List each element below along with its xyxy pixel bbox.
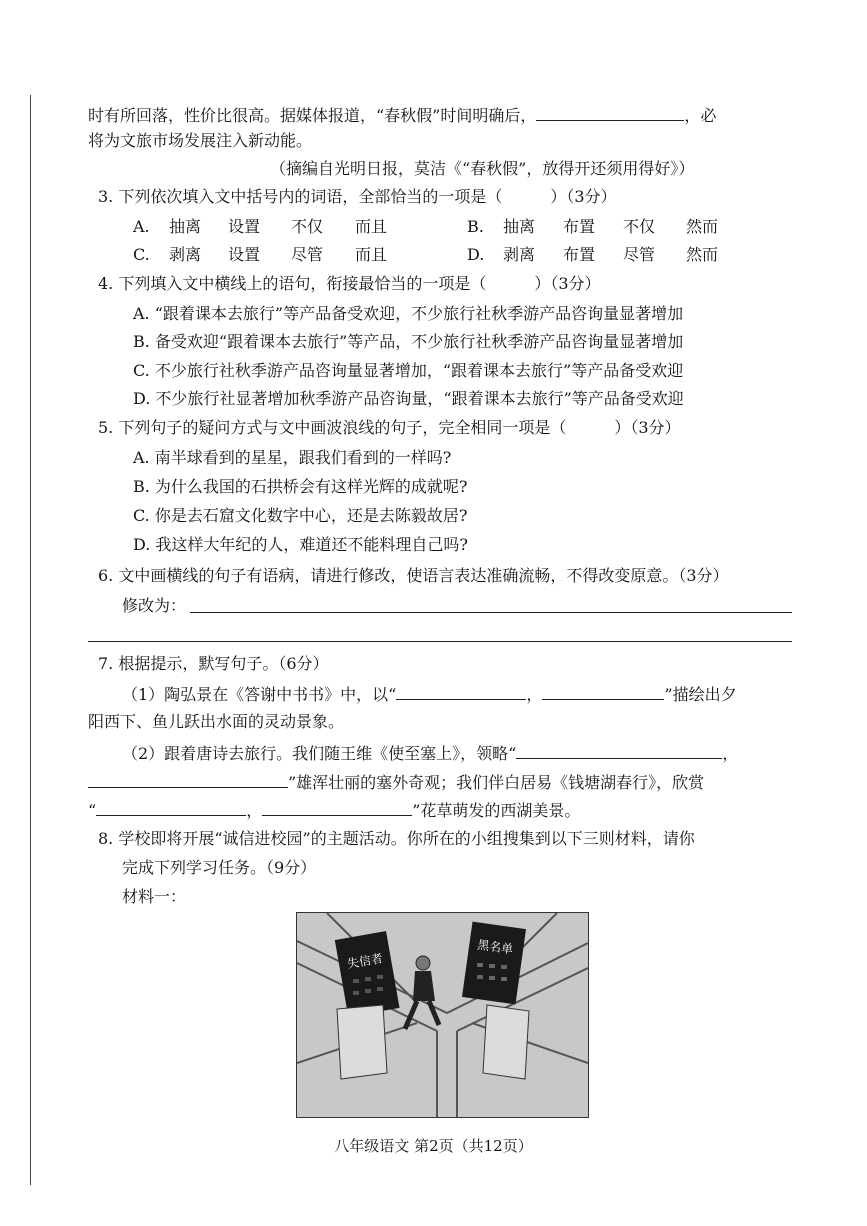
option-word: 而且	[355, 217, 388, 236]
option-word: 然而	[686, 245, 719, 264]
option-word: 剥离	[169, 245, 202, 264]
option-word: 抽离	[503, 217, 536, 236]
sign-left-text: 失信者	[345, 951, 384, 972]
blank-q7-2a[interactable]	[516, 742, 722, 759]
question-8-stem-cont: 完成下列学习任务。（9分）	[122, 858, 317, 877]
option-letter: B.	[467, 217, 484, 236]
comma: ，	[246, 801, 263, 820]
q4-option-d[interactable]: D. 不少旅行社显著增加秋季游产品咨询量，“跟着课本去旅行”等产品备受欢迎	[133, 389, 684, 408]
option-letter: C.	[133, 245, 150, 264]
option-word: 设置	[228, 245, 261, 264]
q6-answer-line-2[interactable]	[88, 641, 792, 642]
q7-part-1-cont: 阳西下、鱼儿跃出水面的灵动景象。	[88, 712, 345, 731]
intro-text: 时有所回落，性价比很高。据媒体报道，“春秋假”时间明确后，	[88, 106, 537, 125]
q7-part-2-line-3	[88, 799, 580, 821]
option-letter: D.	[467, 245, 485, 264]
blank-q7-1a[interactable]	[396, 683, 526, 700]
q4-option-c[interactable]: C. 不少旅行社秋季游产品咨询量显著增加，“跟着课本去旅行”等产品备受欢迎	[133, 361, 684, 380]
option-word: 不仅	[623, 217, 656, 236]
q4-score: ）（3分）	[534, 274, 601, 293]
q7-p2-text-mid: ”雄浑壮丽的塞外奇观；我们伴白居易《钱塘湖春行》，欣赏	[288, 773, 705, 792]
q7-p2-text-end: ”花草萌发的西湖美景。	[412, 801, 581, 820]
comma: ，	[526, 685, 543, 704]
intro-line-2: 将为文旅市场发展注入新动能。	[88, 131, 313, 150]
open-quote: “	[88, 801, 97, 820]
option-word: 设置	[228, 217, 261, 236]
q6-answer-label: 修改为：	[122, 596, 187, 615]
option-word: 抽离	[169, 217, 202, 236]
sign-right-text: 黑名单	[476, 937, 515, 957]
q7-p1-text: （1）陶弘景在《答谢中书书》中，以“	[122, 685, 397, 704]
question-3-stem	[98, 187, 617, 207]
option-word: 而且	[355, 245, 388, 264]
q5-option-a[interactable]: A. 南半球看到的星星，跟我们看到的一样吗?	[133, 448, 452, 467]
option-word: 尽管	[623, 245, 656, 264]
material-1-label: 材料一：	[122, 887, 187, 906]
comma: ，	[722, 744, 739, 763]
option-letter: A.	[133, 217, 150, 236]
blank-q7-2b[interactable]	[88, 771, 288, 788]
source-citation: （摘编自光明日报，莫洁《“春秋假”，放得开还须用得好》）	[270, 159, 695, 178]
question-5-stem	[98, 418, 681, 438]
q3-option-a[interactable]	[133, 217, 387, 237]
q3-option-c[interactable]	[133, 245, 387, 265]
blank-q7-2d[interactable]	[262, 799, 412, 816]
cartoon-illustration	[296, 912, 589, 1118]
blank-q7-2c[interactable]	[96, 799, 246, 816]
q3-option-b[interactable]	[467, 217, 718, 237]
page-footer: 八年级语文 第2页（共12页）	[334, 1137, 533, 1155]
option-word: 尽管	[291, 245, 324, 264]
intro-line-1	[88, 104, 716, 126]
q4-stem-text: 4. 下列填入文中横线上的语句，衔接最恰当的一项是（	[98, 274, 487, 293]
margin-line	[30, 95, 31, 1185]
question-6-stem: 6. 文中画横线的句子有语病，请进行修改，使语言表达准确流畅，不得改变原意。（3分）	[98, 566, 729, 585]
q5-option-d[interactable]: D. 我这样大年纪的人，难道还不能料理自己吗?	[133, 535, 469, 554]
q7-part-2	[122, 742, 738, 764]
option-word: 布置	[563, 217, 596, 236]
blank-intro[interactable]	[536, 104, 684, 121]
option-word: 然而	[686, 217, 719, 236]
option-word: 剥离	[503, 245, 536, 264]
q5-score: ）（3分）	[614, 418, 681, 437]
q7-part-2-line-2	[88, 771, 704, 793]
intro-text-end: ，必	[684, 106, 717, 125]
cartoon-drawing	[297, 913, 588, 1117]
question-4-stem	[98, 274, 601, 294]
q3-option-d[interactable]	[467, 245, 718, 265]
q7-part-1	[122, 683, 737, 705]
q5-option-c[interactable]: C. 你是去石窟文化数字中心，还是去陈毅故居?	[133, 506, 468, 525]
q4-option-b[interactable]: B. 备受欢迎“跟着课本去旅行”等产品，不少旅行社秋季游产品咨询量显著增加	[133, 332, 684, 351]
question-7-stem: 7. 根据提示，默写句子。（6分）	[98, 654, 329, 673]
blank-q7-1b[interactable]	[542, 683, 664, 700]
q7-p1-text-end: ”描绘出夕	[664, 685, 737, 704]
q5-stem-text: 5. 下列句子的疑问方式与文中画波浪线的句子，完全相同一项是（	[98, 418, 567, 437]
q3-score: ）（3分）	[550, 187, 617, 206]
q7-p2-text: （2）跟着唐诗去旅行。我们随王维《使至塞上》，领略“	[122, 744, 517, 763]
q5-option-b[interactable]: B. 为什么我国的石拱桥会有这样光辉的成就呢?	[133, 477, 468, 496]
q6-answer-line-1[interactable]	[190, 612, 792, 613]
q3-stem-text: 3. 下列依次填入文中括号内的词语，全部恰当的一项是（	[98, 187, 503, 206]
question-8-stem: 8. 学校即将开展“诚信进校园”的主题活动。你所在的小组搜集到以下三则材料，请你	[98, 829, 695, 848]
option-word: 布置	[563, 245, 596, 264]
sign-right	[462, 922, 526, 1005]
q4-option-a[interactable]: A. “跟着课本去旅行”等产品备受欢迎，不少旅行社秋季游产品咨询量显著增加	[133, 304, 684, 323]
option-word: 不仅	[291, 217, 324, 236]
